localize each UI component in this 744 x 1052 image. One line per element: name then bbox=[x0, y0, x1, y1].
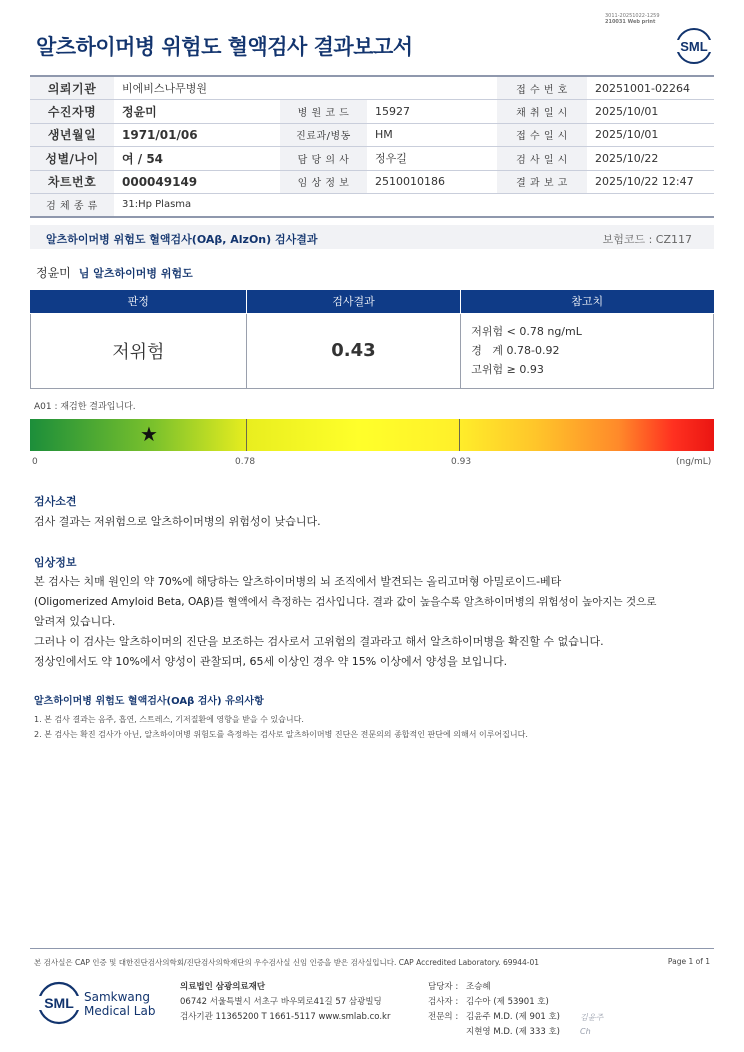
certification-text: 본 검사실은 CAP 인증 및 대한진단검사의학회/진단검사의학재단의 우수검사실 신임 인증을 받은 검사실입니다. CAP Accredited Laboratory. 69944-01 bbox=[34, 958, 540, 967]
scale-tick-label: 0 bbox=[32, 457, 38, 467]
info-value: 정윤미 bbox=[114, 100, 280, 124]
info-value: 1971/01/06 bbox=[114, 123, 280, 147]
staff-role: 담당자 : bbox=[428, 982, 459, 992]
reference-line: 경 계 0.78-0.92 bbox=[471, 344, 560, 357]
info-label: 진료과/병동 bbox=[280, 123, 367, 147]
info-label: 의뢰기관 bbox=[30, 76, 114, 100]
specimen-label: 검 체 종 류 bbox=[30, 194, 114, 217]
page-number: Page 1 of 1 bbox=[667, 957, 710, 966]
report-title: 알츠하이머병 위험도 혈액검사 결과보고서 bbox=[36, 35, 413, 59]
patient-line-suffix: 님 알츠하이머병 위험도 bbox=[78, 267, 193, 280]
samkwang-logo bbox=[36, 980, 82, 1026]
info-value: 정우길 bbox=[367, 147, 497, 171]
staff-list bbox=[428, 980, 560, 1040]
section-title: 알츠하이머병 위험도 혈액검사(OAβ, AlzOn) 검사결과 bbox=[46, 233, 318, 246]
signature: Ch bbox=[580, 1027, 591, 1036]
caution-item: 1. 본 검사 결과는 음주, 흡연, 스트레스, 기저질환에 영향을 받을 수 있습니다. bbox=[34, 715, 304, 724]
info-value: 15927 bbox=[367, 100, 497, 124]
findings-title: 검사소견 bbox=[34, 495, 77, 508]
info-value: 2025/10/01 bbox=[587, 100, 714, 124]
info-label: 접 수 일 시 bbox=[497, 123, 587, 147]
risk-scale-bar bbox=[30, 419, 714, 451]
info-label: 결 과 보 고 bbox=[497, 170, 587, 194]
info-value: HM bbox=[367, 123, 497, 147]
staff-name: 김수아 (제 53901 호) bbox=[466, 997, 549, 1007]
info-value: 2025/10/01 bbox=[587, 123, 714, 147]
svg-text:SML: SML bbox=[680, 39, 708, 54]
reference-line: 저위험 < 0.78 ng/mL bbox=[471, 325, 582, 338]
staff-role: 전문의 : bbox=[428, 1012, 459, 1022]
info-value: 2025/10/22 bbox=[587, 147, 714, 171]
org-contact: 검사기관 11365200 T 1661-5117 www.smlab.co.kr bbox=[180, 1012, 391, 1022]
info-row bbox=[30, 123, 714, 147]
patient-info-table bbox=[30, 75, 714, 218]
clinical-line: 알려져 있습니다. bbox=[34, 615, 116, 628]
result-header: 판정 bbox=[31, 290, 247, 313]
info-value: 20251001-02264 bbox=[587, 76, 714, 100]
info-label: 담 당 의 사 bbox=[280, 147, 367, 171]
footer-divider bbox=[30, 948, 714, 949]
insurance-code: 보험코드 : CZ117 bbox=[602, 233, 692, 246]
staff-role: 검사자 : bbox=[428, 997, 459, 1007]
info-label: 수진자명 bbox=[30, 100, 114, 124]
info-value: 2025/10/22 12:47 bbox=[587, 170, 714, 194]
info-row bbox=[30, 194, 714, 217]
info-label: 검 사 일 시 bbox=[497, 147, 587, 171]
result-header: 검사결과 bbox=[246, 290, 461, 313]
info-value: 000049149 bbox=[114, 170, 280, 194]
info-label: 접 수 번 호 bbox=[497, 76, 587, 100]
cautions-title: 알츠하이머병 위험도 혈액검사(OAβ 검사) 유의사항 bbox=[34, 696, 264, 707]
caution-item: 2. 본 검사는 확진 검사가 아닌, 알츠하이머병 위험도를 측정하는 검사로 알츠하이머병 진단은 전문의의 종합적인 판단에 의해서 이루어집니다. bbox=[34, 730, 528, 739]
patient-name: 정윤미 bbox=[36, 266, 71, 280]
org-name: 의료법인 삼광의료재단 bbox=[180, 982, 266, 992]
samkwang-logo-text bbox=[84, 990, 155, 1018]
svg-text:SML: SML bbox=[44, 995, 74, 1011]
result-header: 참고치 bbox=[461, 290, 714, 313]
info-row bbox=[30, 100, 714, 124]
reference-values bbox=[461, 313, 714, 388]
clinical-text bbox=[34, 572, 724, 672]
staff-row bbox=[428, 980, 560, 995]
judgement-value: 저위험 bbox=[31, 313, 247, 388]
info-value: 여 / 54 bbox=[114, 147, 280, 171]
logo-text-line: Samkwang bbox=[84, 990, 150, 1004]
staff-name: 지현영 M.D. (제 333 호) bbox=[466, 1027, 561, 1037]
signature: 김윤주 bbox=[580, 1013, 604, 1022]
info-row bbox=[30, 170, 714, 194]
clinical-line: 그러나 이 검사는 알츠하이머의 진단을 보조하는 검사로서 고위험의 결과라고 해서 알츠하이머병을 확진할 수 없습니다. bbox=[34, 635, 604, 648]
info-label: 성별/나이 bbox=[30, 147, 114, 171]
findings-text: 검사 결과는 저위험으로 알츠하이머병의 위험성이 낮습니다. bbox=[34, 515, 321, 528]
org-address: 06742 서울특별시 서초구 바우뫼로41길 57 삼광빌딩 bbox=[180, 997, 382, 1007]
clinical-line: 정상인에서도 약 10%에서 양성이 관찰되며, 65세 이상인 경우 약 15% 이상에서 양성을 보입니다. bbox=[34, 655, 508, 668]
info-label: 임 상 정 보 bbox=[280, 170, 367, 194]
star-icon: ★ bbox=[140, 422, 158, 446]
clinical-title: 임상정보 bbox=[34, 556, 77, 569]
info-value: 2510010186 bbox=[367, 170, 497, 194]
specimen-value: 31:Hp Plasma bbox=[114, 194, 714, 217]
result-value: 0.43 bbox=[246, 313, 461, 388]
info-label: 병 원 코 드 bbox=[280, 100, 367, 124]
report-code-line: 210031 Web print bbox=[605, 19, 656, 25]
scale-tick-label: 0.78 bbox=[235, 457, 256, 467]
sml-logo bbox=[674, 26, 714, 66]
staff-row bbox=[428, 995, 560, 1010]
reference-line: 고위험 ≥ 0.93 bbox=[471, 363, 544, 376]
scale-divider bbox=[246, 419, 247, 451]
info-label: 생년월일 bbox=[30, 123, 114, 147]
report-code-line: 3011-20251022-1259 bbox=[605, 13, 660, 19]
staff-name: 김윤주 M.D. (제 901 호) bbox=[466, 1012, 561, 1022]
scale-divider bbox=[459, 419, 460, 451]
info-value: 비에비스나무병원 bbox=[114, 76, 497, 100]
staff-name: 조승혜 bbox=[466, 982, 491, 992]
section-header bbox=[30, 225, 714, 249]
result-table bbox=[30, 290, 714, 389]
logo-text-line: Medical Lab bbox=[84, 1004, 156, 1018]
scale-tick-label: 0.93 bbox=[451, 457, 472, 467]
organization-info bbox=[180, 980, 390, 1025]
info-label: 채 취 일 시 bbox=[497, 100, 587, 124]
info-label: 차트번호 bbox=[30, 170, 114, 194]
scale-unit: (ng/mL) bbox=[676, 457, 712, 467]
cautions-list bbox=[34, 712, 528, 742]
staff-row bbox=[428, 1025, 560, 1040]
info-row bbox=[30, 76, 714, 100]
info-row bbox=[30, 147, 714, 171]
clinical-line: (Oligomerized Amyloid Beta, OAβ)를 혈액에서 측정하는 검사입니다. 결과 값이 높을수록 알츠하이머병의 위험성이 높아지는 것으로 bbox=[34, 596, 657, 608]
report-code bbox=[605, 13, 660, 25]
clinical-line: 본 검사는 치매 원인의 약 70%에 해당하는 알츠하이머병의 뇌 조직에서 발견되는 올리고머형 아밀로이드-베타 bbox=[34, 575, 562, 588]
staff-row bbox=[428, 1010, 560, 1025]
retest-note: A01 : 재검한 결과입니다. bbox=[34, 402, 136, 412]
patient-line bbox=[36, 264, 193, 281]
